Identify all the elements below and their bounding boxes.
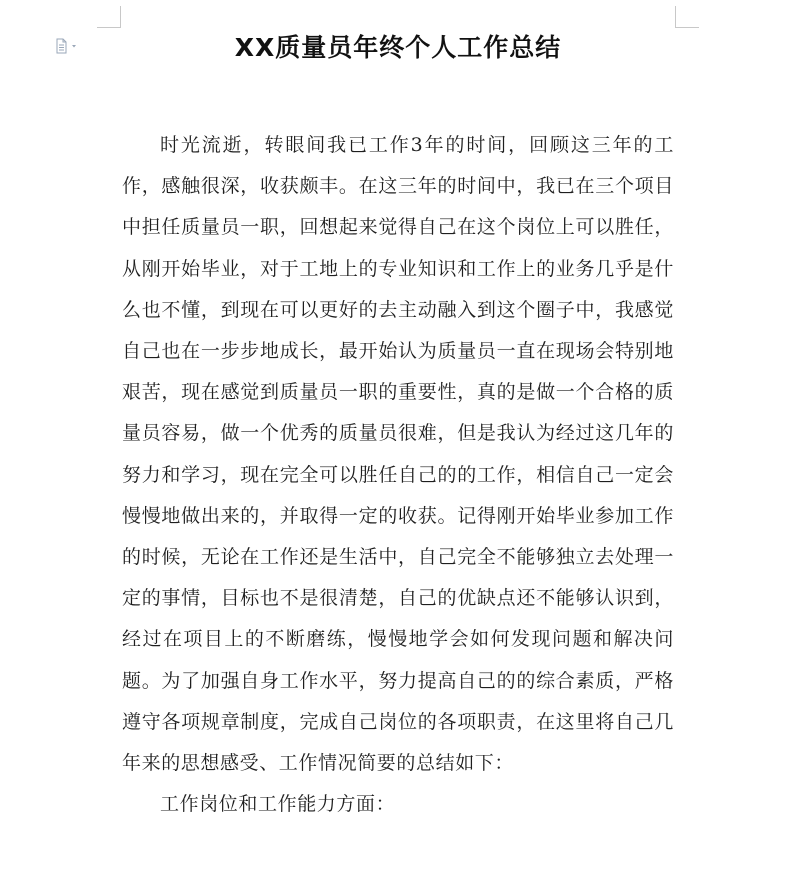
document-title: XX质量员年终个人工作总结 (234, 33, 562, 62)
crop-mark-top-right-vertical (675, 6, 676, 28)
paragraph-intro: 时光流逝，转眼间我已工作3年的时间，回顾这三年的工作，感触很深，收获颇丰。在这三年的时间中，我已在三个项目中担任质量员一职，回想起来觉得自己在这个岗位上可以胜任，从刚开始毕业，对于工地上的专业知识和工作上的业务几乎是什么也不懂，到现在可以更好的去主动融入到这个圈子中，我感觉自己也在一步步地成长，最开始认为质量员一直在现场会特别地艰苦，现在感觉到质量员一职的重要性，真的是做一个合格的质量员容易，做一个优秀的质量员很难，但是我认为经过这几年的努力和学习，现在完全可以胜任自己的的工作，相信自己一定会慢慢地做出来的，并取得一定的收获。记得刚开始毕业参加工作的时候，无论在工作还是生活中，自己完全不能够独立去处理一定的事情，目标也不是很清楚，自己的优缺点还不能够认识到，经过在项目上的不断磨练，慢慢地学会如何发现问题和解决问题。为了加强自身工作水平，努力提高自己的的综合素质，严格遵守各项规章制度，完成自己岗位的各项职责，在这里将自己几年来的思想感受、工作情况简要的总结如下： (122, 134, 674, 775)
crop-mark-top-left-vertical (120, 6, 121, 28)
paragraph-section-heading: 工作岗位和工作能力方面： (160, 793, 396, 816)
document-body (122, 125, 674, 825)
